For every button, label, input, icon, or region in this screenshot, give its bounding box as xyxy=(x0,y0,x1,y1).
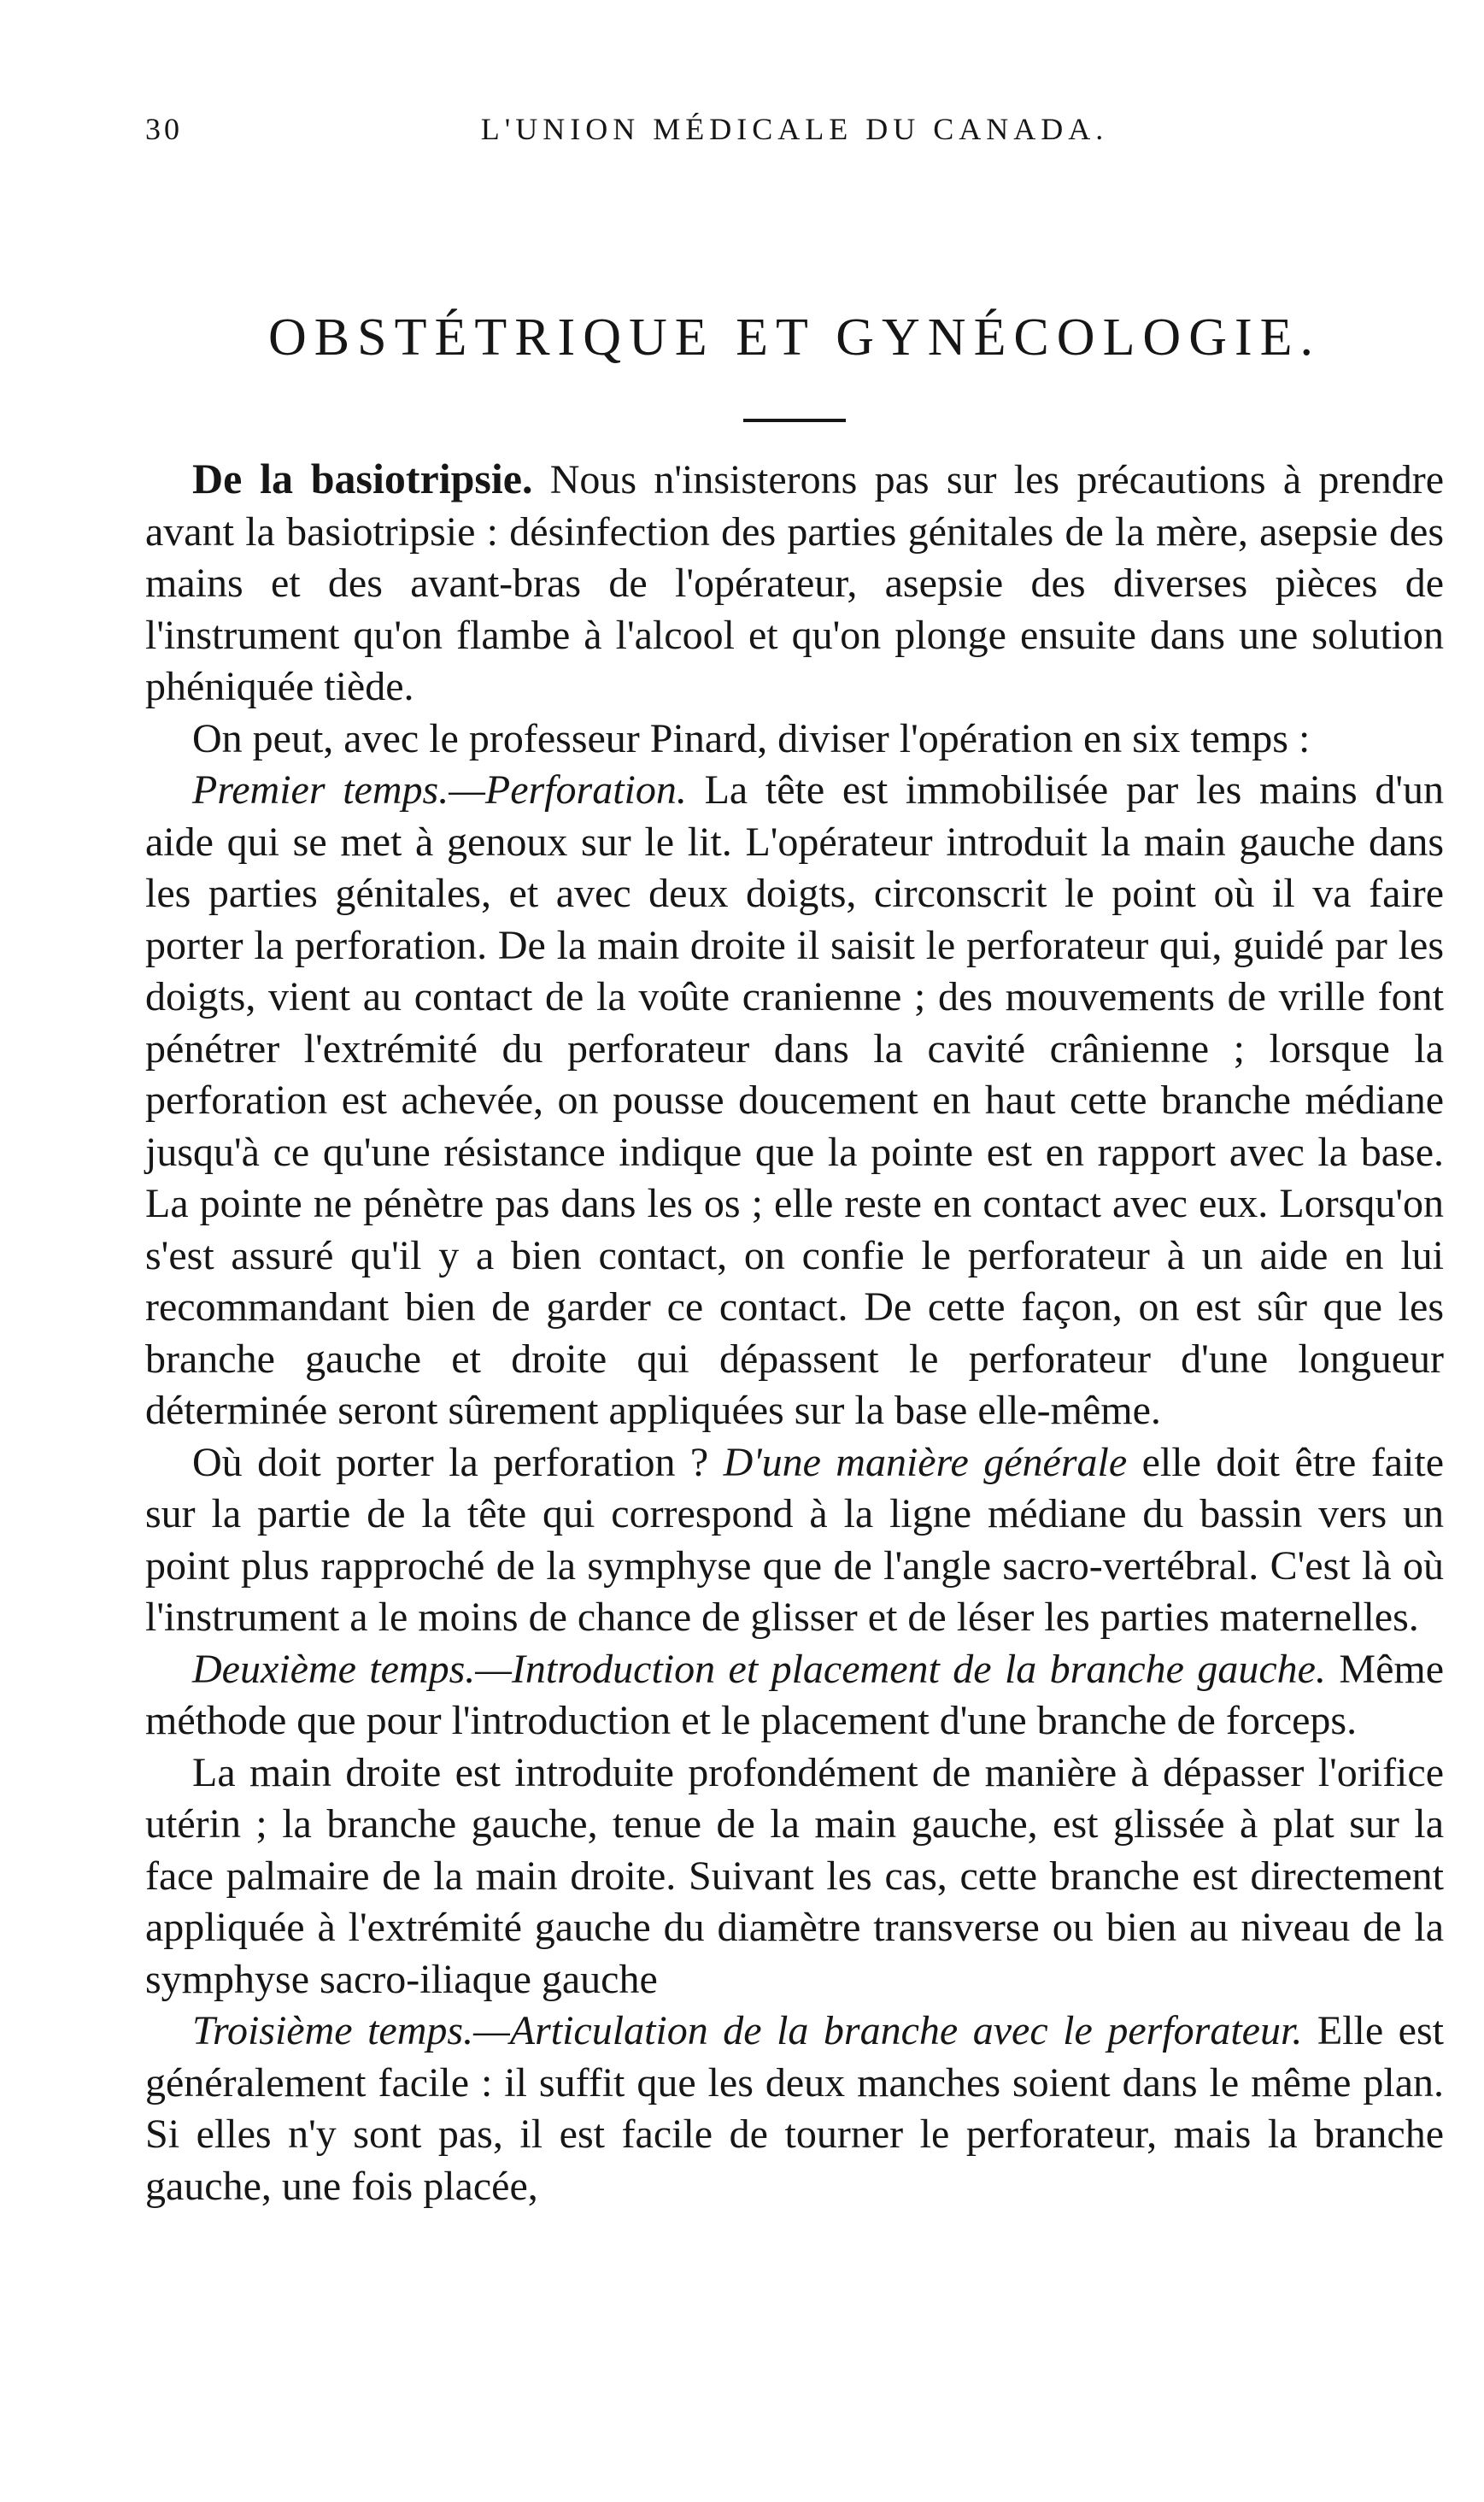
article-body xyxy=(145,453,1444,2212)
italic-phrase: D'une manière générale xyxy=(723,1439,1128,1485)
paragraph-text: elle doit être faite sur la partie de la tête qui correspond à la ligne médiane du bassin vers un point plus rapproché de la symphyse que de l'angle sacro-vertébral. C'est là où l'instrument a le moins de chance de glisser et de léser les parties maternelles. xyxy=(145,1439,1445,1640)
journal-page xyxy=(145,94,1444,2452)
section-title: OBSTÉTRIQUE ET GYNÉCOLOGIE. xyxy=(267,308,1322,367)
subheading-premier-temps: Premier temps.—Perforation. xyxy=(192,767,687,813)
subheading-basiotripsie: De la basiotripsie. xyxy=(192,455,533,502)
paragraph-text: Où doit porter la perforation ? xyxy=(192,1439,724,1485)
title-rule-divider xyxy=(743,419,846,422)
paragraph-main-droite xyxy=(145,1747,1444,2006)
paragraph-text: Nous n'insisterons pas sur les précautions à prendre avant la basiotripsie : désinfection des parties génitales de la mère, asepsie des mains et des avant-bras de l'opérateur, asepsie des diverses pièces de l'instrument qu'on flambe à l'alcool et qu'on plonge ensuite dans une solution phéniquée tiède. xyxy=(145,457,1444,709)
paragraph-text: Elle est généralement facile : il suffit que les deux manches soient dans le même plan. Si elles n'y sont pas, il est facile de tourner le perforateur, mais la branche gauche, une fois placée, xyxy=(145,2008,1444,2209)
paragraph-deuxieme-temps xyxy=(145,1644,1444,1747)
running-head xyxy=(145,111,1444,162)
paragraph-six-temps xyxy=(145,714,1444,766)
subheading-deuxieme-temps: Deuxième temps.—Introduction et placement de la branche gauche. xyxy=(192,1646,1326,1692)
paragraph-text: Même méthode que pour l'introduction et le placement d'une branche de forceps. xyxy=(145,1646,1445,1743)
page-number: 30 xyxy=(145,112,183,146)
subheading-troisieme-temps: Troisième temps.—Articulation de la branche avec le perforateur. xyxy=(192,2008,1303,2053)
paragraph-text: On peut, avec le professeur Pinard, diviser l'opération en six temps : xyxy=(192,715,1311,761)
paragraph-basiotripsie xyxy=(145,453,1444,714)
paragraph-text: La main droite est introduite profondément de manière à dépasser l'orifice utérin ; la branche gauche, tenue de la main gauche, est glissée à plat sur la face palmaire de la main droite. Suivant les cas, cette branche est directement appliquée à l'extrémité gauche du diamètre transverse ou bien au niveau de la symphyse sacro-iliaque gauche xyxy=(145,1749,1444,2002)
journal-title: L'UNION MÉDICALE DU CANADA. xyxy=(480,112,1109,146)
paragraph-premier-temps xyxy=(145,765,1444,1437)
paragraph-troisieme-temps xyxy=(145,2006,1444,2212)
paragraph-perforation-question xyxy=(145,1437,1444,1644)
paragraph-text: La tête est immobilisée par les mains d'un aide qui se met à genoux sur le lit. L'opérateur introduit la main gauche dans les parties génitales, et avec deux doigts, circonscrit le point où il va faire porter la perforation. De la main droite il saisit le perforateur qui, guidé par les doigts, vient au contact de la voûte cranienne ; des mouvements de vrille font pénétrer l'extrémité du perforateur dans la cavité crânienne ; lorsque la perforation est achevée, on pousse doucement en haut cette branche médiane jusqu'à ce qu'une résistance indique que la pointe est en rapport avec la base. La pointe ne pénètre pas dans les os ; elle reste en contact avec eux. Lorsqu'on s'est assuré qu'il y a bien contact, on confie le perforateur à un aide en lui recommandant bien de garder ce contact. De cette façon, on est sûr que les branche gauche et droite qui dépassent le perforateur d'une longueur déterminée seront sûrement appliquées sur la base elle-même. xyxy=(145,767,1444,1433)
